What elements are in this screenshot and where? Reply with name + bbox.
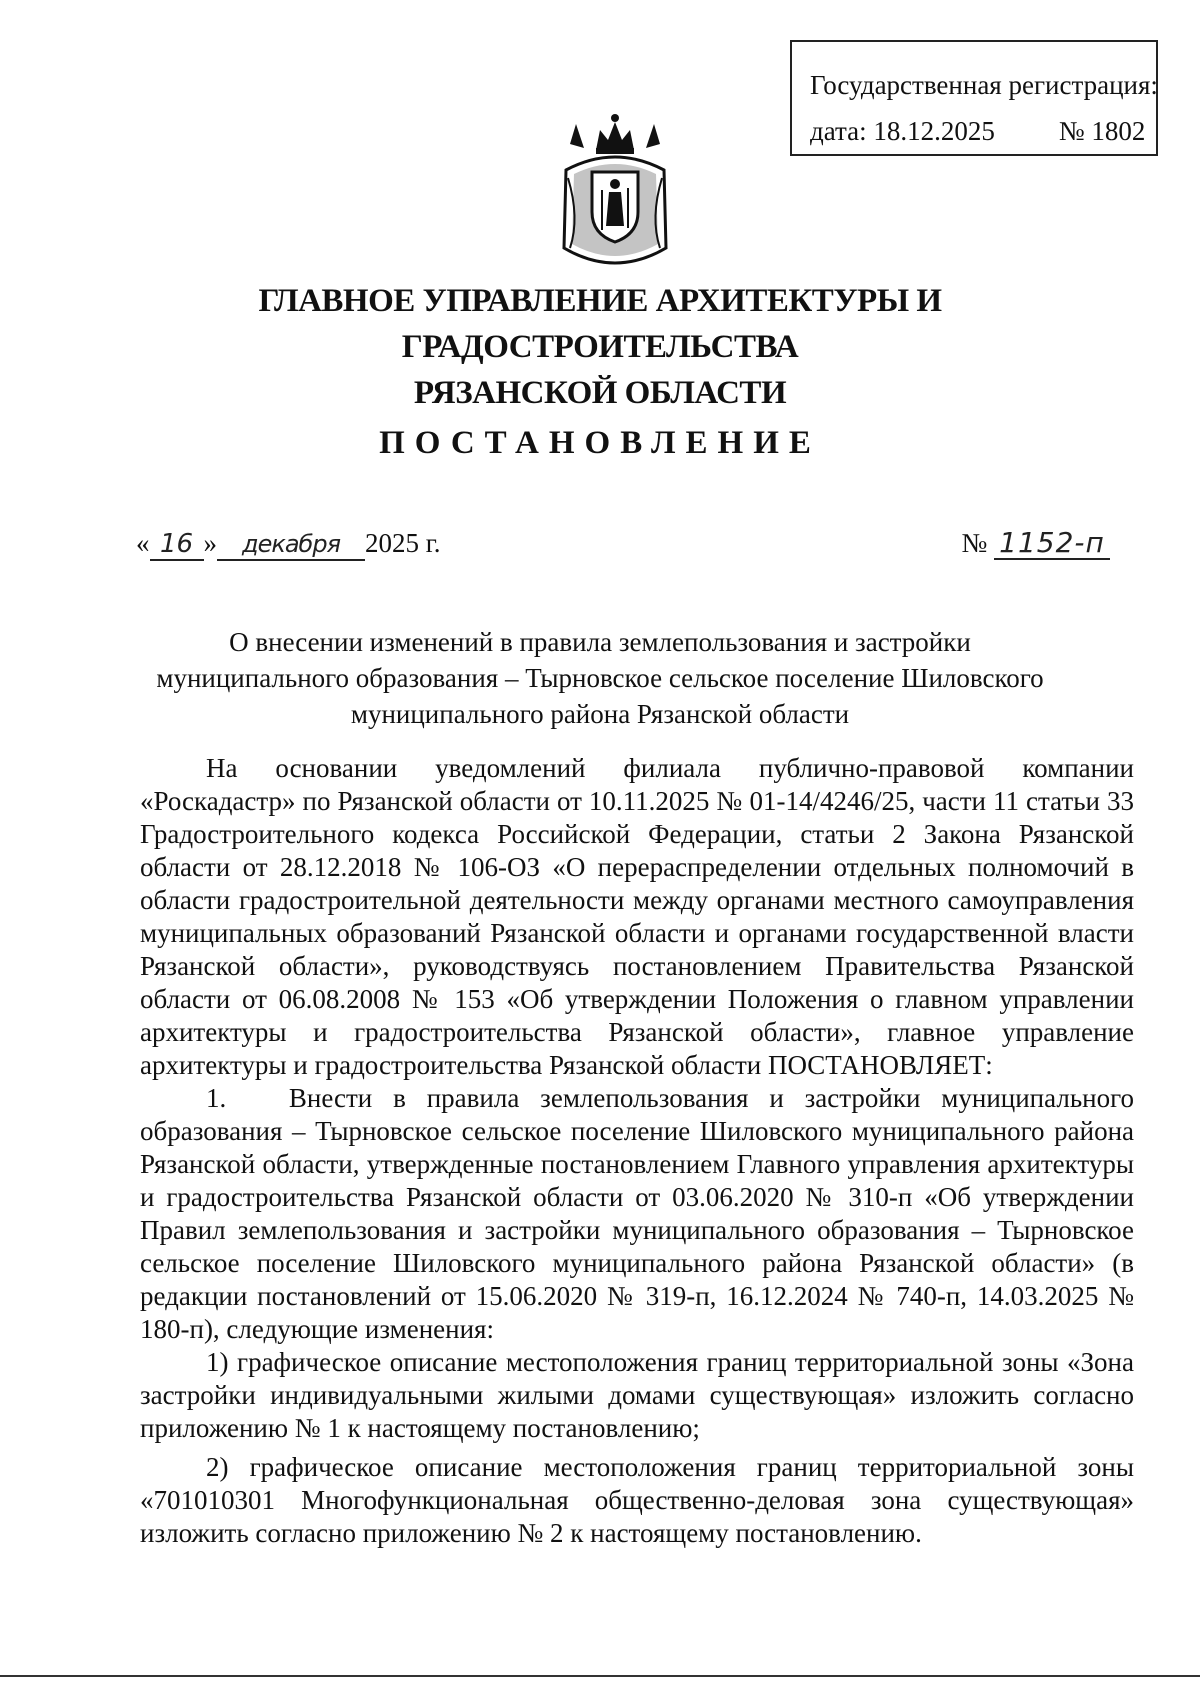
- scan-edge-divider: [0, 1675, 1200, 1677]
- registration-details: [810, 108, 1156, 154]
- registration-title: Государственная регистрация:: [810, 70, 1158, 100]
- document-number-handwritten: 1152-п: [994, 528, 1110, 560]
- preamble-paragraph: На основании уведомлений филиала публично-правовой компании «Роскадастр» по Рязанской области от 10.11.2025 № 01-14/4246/25, части 11 статьи 33 Градостроительного кодекса Российской Федерации, статьи 2 Закона Рязанской области от 28.12.2018 № 106-ОЗ «О перераспределении отдельных полномочий в области градостроительной деятельности между органами местного самоуправления муниципальных образований Рязанской области и органами государственной власти Рязанской области», руководствуясь постановлением Правительства Рязанской области от 06.08.2008 № 153 «Об утверждении Положения о главном управлении архитектуры и градостроительства Рязанской области», главное управление архитектуры и градостроительства Рязанской области ПОСТАНОВЛЯЕТ:: [140, 753, 1134, 1080]
- subject-line-1: О внесении изменений в правила землепользования и застройки: [229, 627, 971, 657]
- registration-date: дата: 18.12.2025: [810, 116, 995, 146]
- document-date: [136, 528, 441, 561]
- agency-name-line-2: РЯЗАНСКОЙ ОБЛАСТИ: [413, 375, 787, 411]
- date-year: 2025 г.: [365, 528, 441, 558]
- document-number-prefix: №: [961, 528, 988, 558]
- document-body: [140, 752, 1134, 1550]
- subject-line-2: муниципального образования – Тырновское сельское поселение Шиловского: [156, 663, 1044, 693]
- date-month-handwritten: декабря: [217, 529, 365, 561]
- registration-stamp: [790, 40, 1158, 156]
- date-day-handwritten: 16: [150, 529, 204, 561]
- subject-line-3: муниципального района Рязанской области: [350, 699, 850, 729]
- document-subject: [120, 624, 1080, 732]
- agency-name-line-1: ГЛАВНОЕ УПРАВЛЕНИЕ АРХИТЕКТУРЫ И ГРАДОСТРОИТЕЛЬСТВА: [258, 283, 942, 365]
- ryazan-coat-of-arms-icon: [556, 108, 674, 276]
- resolution-subitem-2: 2) графическое описание местоположения границ территориальной зоны «701010301 Многофункциональная общественно-деловая зона существующая» изложить согласно приложению № 2 к настоящему постановлению.: [140, 1452, 1134, 1548]
- document-number: [961, 528, 1110, 560]
- date-close-quote: »: [203, 528, 217, 558]
- date-open-quote: «: [136, 528, 150, 558]
- resolution-item-1: 1. Внести в правила землепользования и застройки муниципального образования – Тырновское сельское поселение Шиловского муниципального района Рязанской области, утвержденные постановлением Главного управления архитектуры и градостроительства Рязанской области от 03.06.2020 № 310-п «Об утверждении Правил землепользования и застройки муниципального образования – Тырновское сельское поселение Шиловского муниципального района Рязанской области» (в редакции постановлений от 15.06.2020 № 319-п, 16.12.2024 № 740-п, 14.03.2025 № 180-п), следующие изменения:: [140, 1083, 1134, 1344]
- resolution-subitem-1: 1) графическое описание местоположения границ территориальной зоны «Зона застройки индивидуальными жилыми домами существующая» изложить согласно приложению № 1 к настоящему постановлению;: [140, 1347, 1134, 1443]
- registration-number: № 1802: [1058, 116, 1146, 146]
- agency-name: [60, 278, 1140, 416]
- document-type: ПОСТАНОВЛЕНИЕ: [379, 425, 821, 461]
